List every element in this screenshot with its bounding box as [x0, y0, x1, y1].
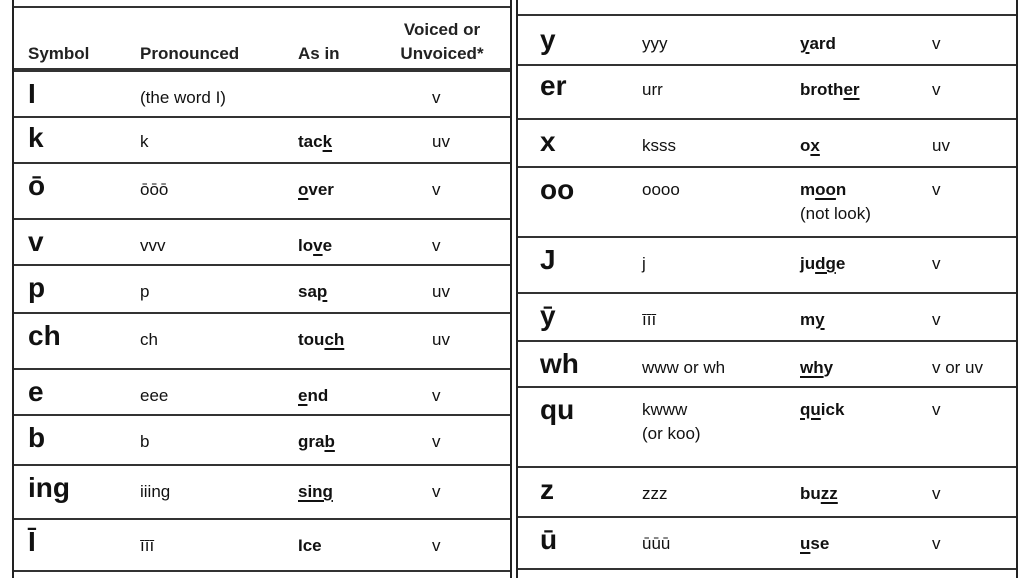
as-in-cell: Ice	[298, 536, 322, 555]
pronounced-cell: ch	[140, 330, 158, 349]
pronounced-cell: b	[140, 432, 150, 451]
left-phonics-table	[12, 0, 512, 578]
as-in-cell: brother	[800, 80, 860, 99]
voice-cell: v	[932, 400, 941, 419]
table-row	[518, 466, 1016, 518]
symbol-cell: v	[28, 226, 44, 257]
symbol-cell: z	[540, 474, 554, 505]
voice-cell: v	[932, 310, 941, 329]
table-row	[14, 162, 510, 220]
voice-cell: v	[932, 180, 941, 199]
pronounced-cell: www or wh	[642, 358, 726, 377]
symbol-cell: ō	[28, 170, 46, 201]
header-voiced-line2: Unvoiced*	[400, 44, 484, 63]
pronounced-cell: oooo	[642, 180, 680, 199]
pronounced-cell: j	[642, 254, 646, 273]
pronounced-cell: yyy	[642, 34, 668, 53]
symbol-cell: y	[540, 24, 556, 55]
as-in-cell: use	[800, 534, 830, 553]
voice-cell: v	[432, 236, 441, 255]
pronounced-cell: kwww	[642, 400, 688, 419]
table-row	[518, 14, 1016, 66]
symbol-cell: Ī	[28, 526, 36, 557]
symbol-cell: er	[540, 70, 567, 101]
voice-cell: v	[432, 88, 441, 107]
pronounced-cell: iiing	[140, 482, 171, 501]
pronounced-cell: (the word I)	[140, 88, 226, 107]
header-voiced-line1: Voiced or	[403, 20, 481, 39]
header-voiced	[390, 18, 494, 66]
as-in-cell: ox	[800, 136, 820, 155]
table-row	[14, 464, 510, 520]
as-in-cell: tack	[298, 132, 333, 151]
header-row	[14, 6, 510, 72]
as-in-cell: sing	[298, 482, 333, 501]
table-row	[518, 118, 1016, 168]
voice-cell: uv	[432, 330, 450, 349]
symbol-cell: ch	[28, 320, 61, 351]
voice-cell: v	[932, 534, 941, 553]
table-row	[14, 518, 510, 572]
voice-cell: uv	[432, 282, 450, 301]
table-row	[518, 516, 1016, 570]
as-in-cell: buzz	[800, 484, 838, 503]
table-row	[518, 292, 1016, 342]
as-in-cell: end	[298, 386, 329, 405]
symbol-cell: J	[540, 244, 556, 275]
voice-cell: v	[432, 180, 441, 199]
symbol-cell: I	[28, 78, 36, 109]
symbol-cell: x	[540, 126, 556, 157]
as-in-cell-line2: (not look)	[800, 204, 871, 223]
voice-cell: v	[932, 80, 941, 99]
pronounced-cell: vvv	[140, 236, 166, 255]
voice-cell: uv	[432, 132, 450, 151]
pronounced-cell-line2: (or koo)	[642, 424, 701, 443]
as-in-cell: judge	[800, 254, 846, 273]
table-row	[14, 312, 510, 370]
table-row	[518, 340, 1016, 388]
voice-cell: v	[432, 432, 441, 451]
table-row	[518, 166, 1016, 238]
as-in-cell: love	[298, 236, 333, 255]
pronounced-cell: ōōō	[140, 180, 169, 199]
voice-cell: v	[932, 34, 941, 53]
pronounced-cell: īīī	[642, 310, 657, 329]
table-row	[518, 386, 1016, 468]
voice-cell: v	[432, 482, 441, 501]
symbol-cell: ū	[540, 524, 558, 555]
header-pronounced: Pronounced	[140, 44, 240, 63]
header-as-in: As in	[298, 44, 340, 63]
table-row	[14, 68, 510, 118]
table-row	[518, 236, 1016, 294]
table-row	[14, 264, 510, 314]
symbol-cell: ing	[28, 472, 70, 503]
as-in-cell: moon	[800, 180, 847, 199]
symbol-cell: b	[28, 422, 46, 453]
pronounced-cell: ksss	[642, 136, 676, 155]
header-symbol: Symbol	[28, 44, 90, 63]
as-in-cell: over	[298, 180, 334, 199]
pronounced-cell: ūūū	[642, 534, 671, 553]
as-in-cell: grab	[298, 432, 335, 451]
pronounced-cell: urr	[642, 80, 663, 99]
table-row	[14, 368, 510, 416]
voice-cell: uv	[932, 136, 950, 155]
symbol-cell: qu	[540, 394, 575, 425]
right-phonics-table	[516, 0, 1018, 578]
as-in-cell: my	[800, 310, 825, 329]
voice-cell: v	[432, 536, 441, 555]
as-in-cell: touch	[298, 330, 345, 349]
voice-cell: v or uv	[932, 358, 984, 377]
pronounced-cell: zzz	[642, 484, 668, 503]
table-row	[14, 218, 510, 266]
table-row	[14, 114, 510, 164]
pronounced-cell: eee	[140, 386, 169, 405]
voice-cell: v	[432, 386, 441, 405]
as-in-cell: sap	[298, 282, 328, 301]
as-in-cell: quick	[800, 400, 845, 419]
as-in-cell: yard	[800, 34, 836, 53]
pronounced-cell: p	[140, 282, 150, 301]
symbol-cell: k	[28, 122, 44, 153]
as-in-cell: why	[800, 358, 834, 377]
pronounced-cell: k	[140, 132, 149, 151]
symbol-cell: ȳ	[540, 300, 556, 331]
voice-cell: v	[932, 254, 941, 273]
symbol-cell: oo	[540, 174, 575, 205]
symbol-cell: wh	[540, 348, 579, 379]
voice-cell: v	[932, 484, 941, 503]
table-row	[14, 414, 510, 466]
symbol-cell: e	[28, 376, 44, 407]
symbol-cell: p	[28, 272, 46, 303]
pronounced-cell: īīī	[140, 536, 155, 555]
table-row	[518, 62, 1016, 120]
